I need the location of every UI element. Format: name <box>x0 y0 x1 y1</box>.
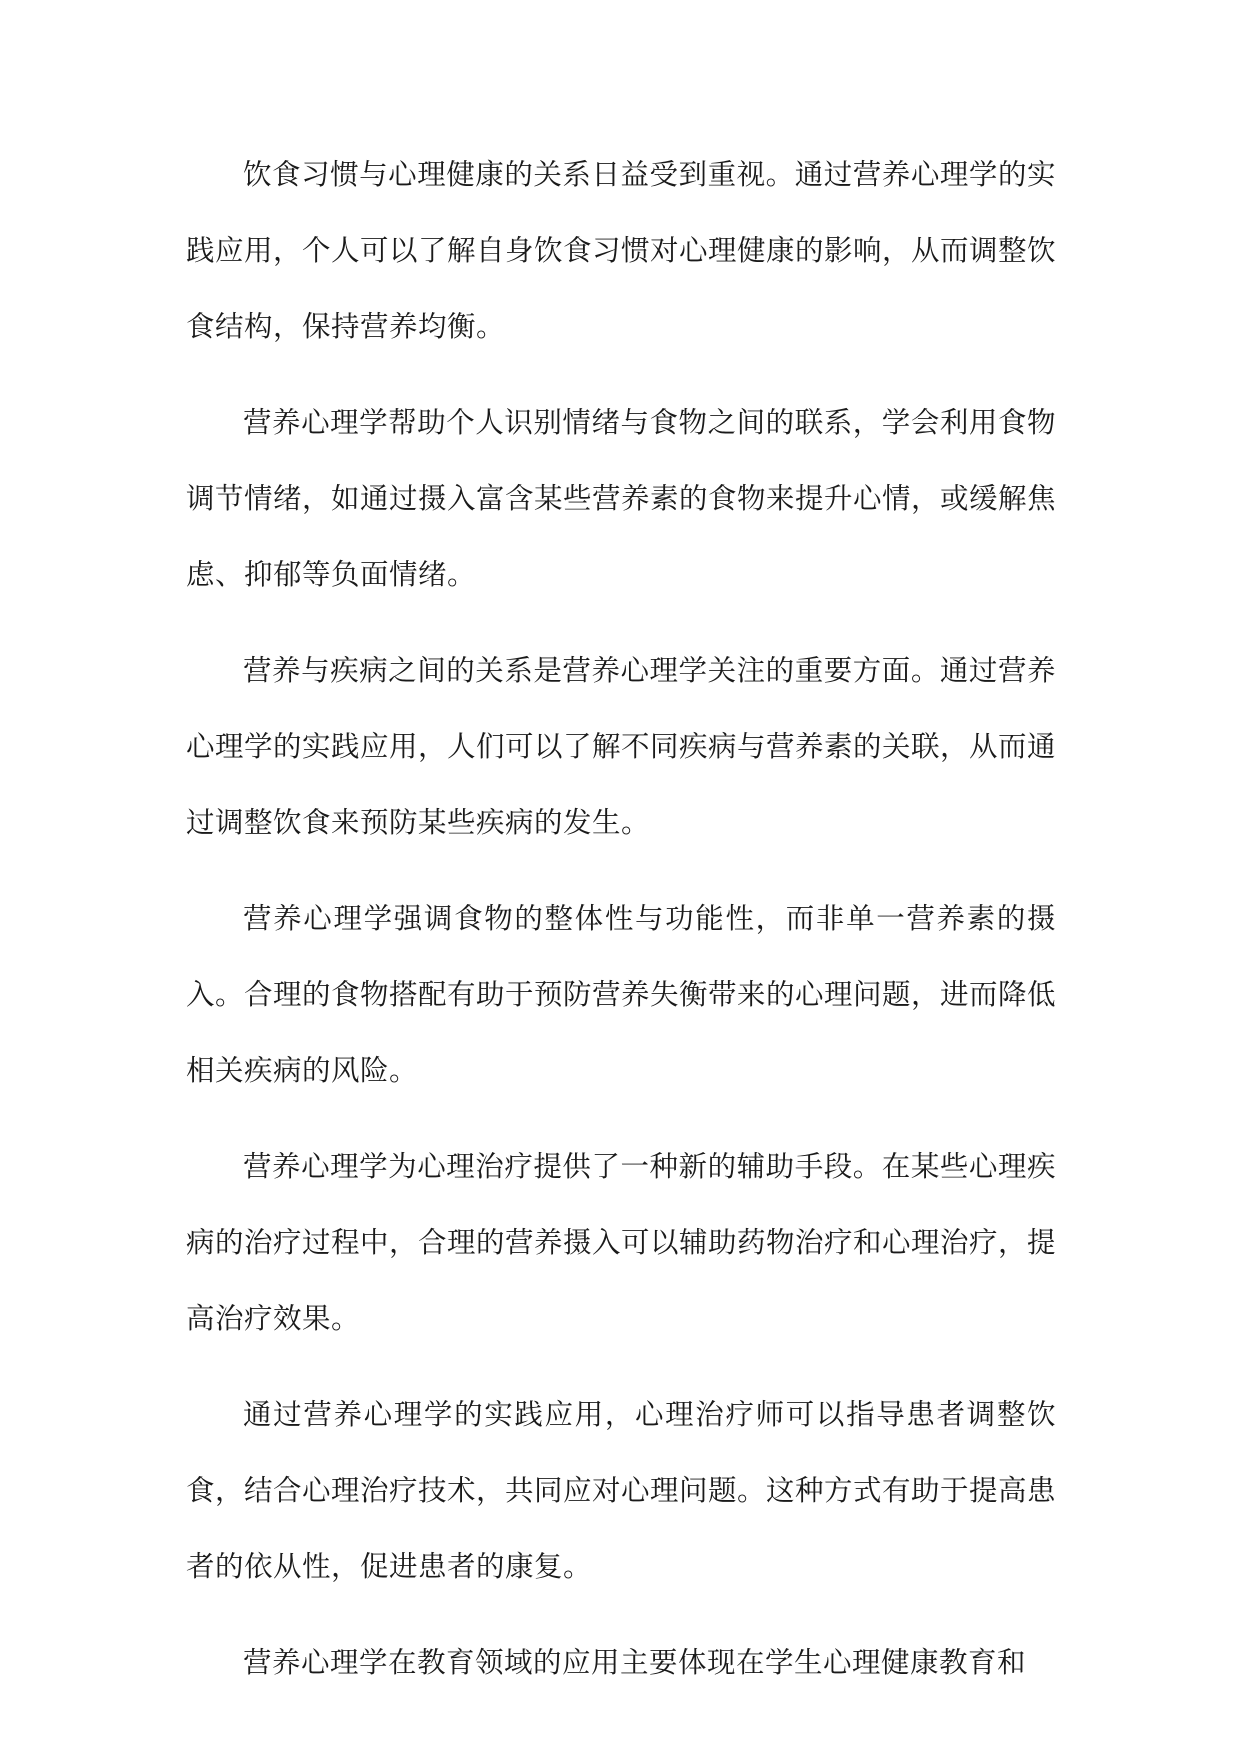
paragraph: 营养心理学帮助个人识别情绪与食物之间的联系，学会利用食物调节情绪，如通过摄入富含某些营养素的食物来提升心情，或缓解焦虑、抑郁等负面情绪。 <box>186 406 1057 591</box>
paragraph: 营养心理学强调食物的整体性与功能性，而非单一营养素的摄入。合理的食物搭配有助于预防营养失衡带来的心理问题，进而降低相关疾病的风险。 <box>186 902 1057 1087</box>
paragraph: 营养心理学在教育领域的应用主要体现在学生心理健康教育和 <box>243 1646 1027 1679</box>
document-body <box>186 137 1056 1721</box>
paragraph: 饮食习惯与心理健康的关系日益受到重视。通过营养心理学的实践应用，个人可以了解自身饮食习惯对心理健康的影响，从而调整饮食结构，保持营养均衡。 <box>186 158 1057 343</box>
paragraph: 通过营养心理学的实践应用，心理治疗师可以指导患者调整饮食，结合心理治疗技术，共同应对心理问题。这种方式有助于提高患者的依从性，促进患者的康复。 <box>186 1398 1057 1583</box>
paragraph: 营养与疾病之间的关系是营养心理学关注的重要方面。通过营养心理学的实践应用，人们可以了解不同疾病与营养素的关联，从而通过调整饮食来预防某些疾病的发生。 <box>186 654 1057 839</box>
paragraph: 营养心理学为心理治疗提供了一种新的辅助手段。在某些心理疾病的治疗过程中，合理的营养摄入可以辅助药物治疗和心理治疗，提高治疗效果。 <box>186 1150 1057 1335</box>
